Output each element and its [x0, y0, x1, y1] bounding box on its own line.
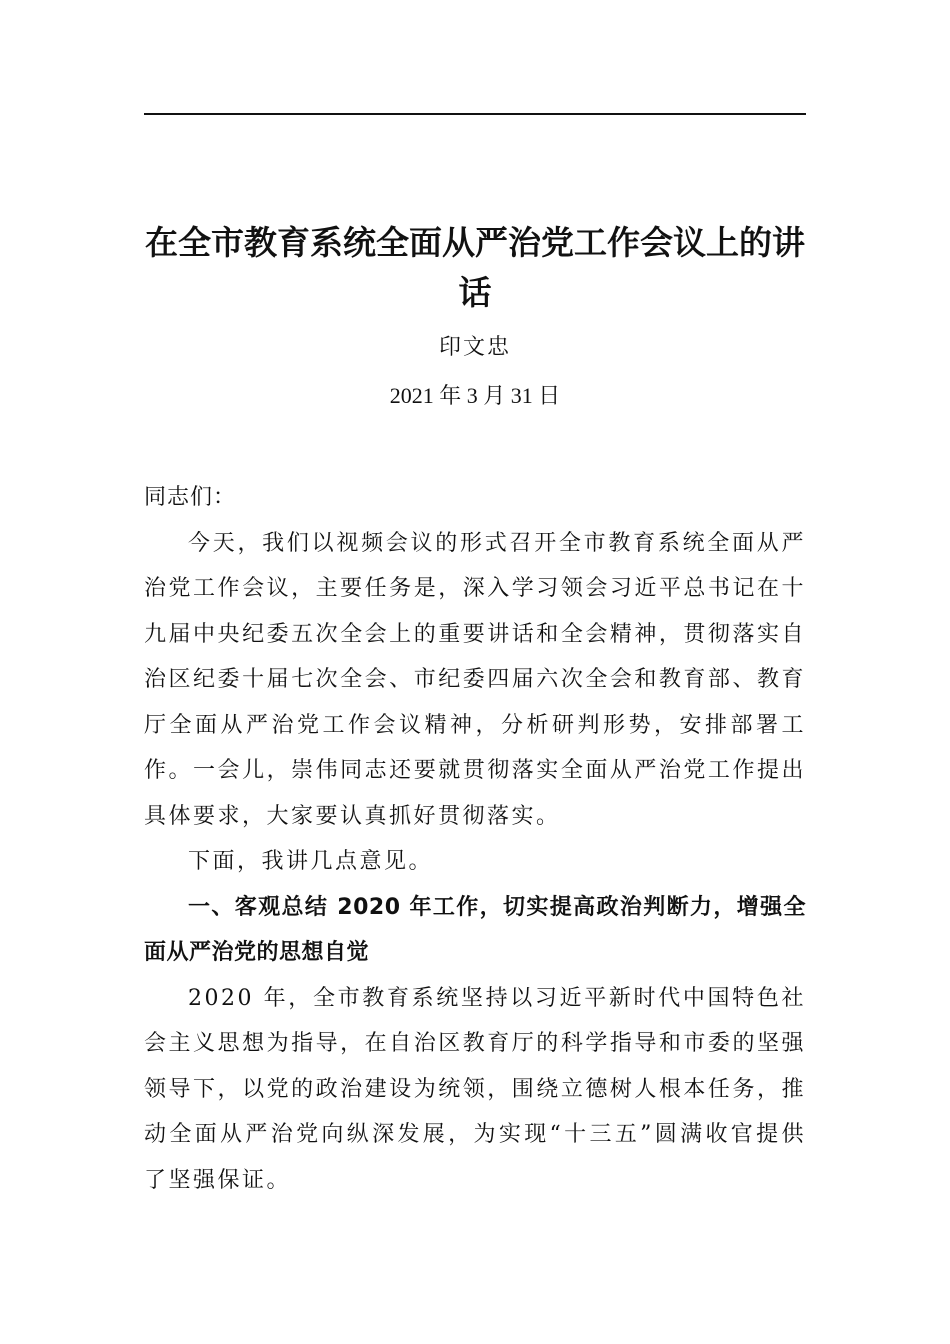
document-title: 在全市教育系统全面从严治党工作会议上的讲话 [145, 223, 805, 312]
transition-paragraph: 下面，我讲几点意见。 [188, 849, 434, 874]
author-name: 印文忠 [438, 335, 511, 360]
header-rule [144, 113, 806, 115]
section-heading: 一、客观总结 2020 年工作，切实提高政治判断力，增强全面从严治党的思想自觉 [144, 894, 806, 965]
speech-date: 2021 年 3 月 31 日 [389, 383, 561, 408]
intro-paragraph: 今天，我们以视频会议的形式召开全市教育系统全面从严治党工作会议，主要任务是，深入学习领会习近平总书记在十九届中央纪委五次全会上的重要讲话和全会精神，贯彻落实自治区纪委十届七次全会、市纪委四届六次全会和教育部、教育厅全面从严治党工作会议精神，分析研判形势，安排部署工作。一会儿，崇伟同志还要就贯彻落实全面从严治党工作提出具体要求，大家要认真抓好贯彻落实。 [144, 530, 806, 829]
section-paragraph: 2020 年，全市教育系统坚持以习近平新时代中国特色社会主义思想为指导，在自治区教育厅的科学指导和市委的坚强领导下，以党的政治建设为统领，围绕立德树人根本任务，推动全面从严治党向纵深发展，为实现“十三五”圆满收官提供了坚强保证。 [144, 985, 806, 1193]
document-body [144, 475, 806, 1203]
greeting: 同志们： [144, 485, 237, 510]
